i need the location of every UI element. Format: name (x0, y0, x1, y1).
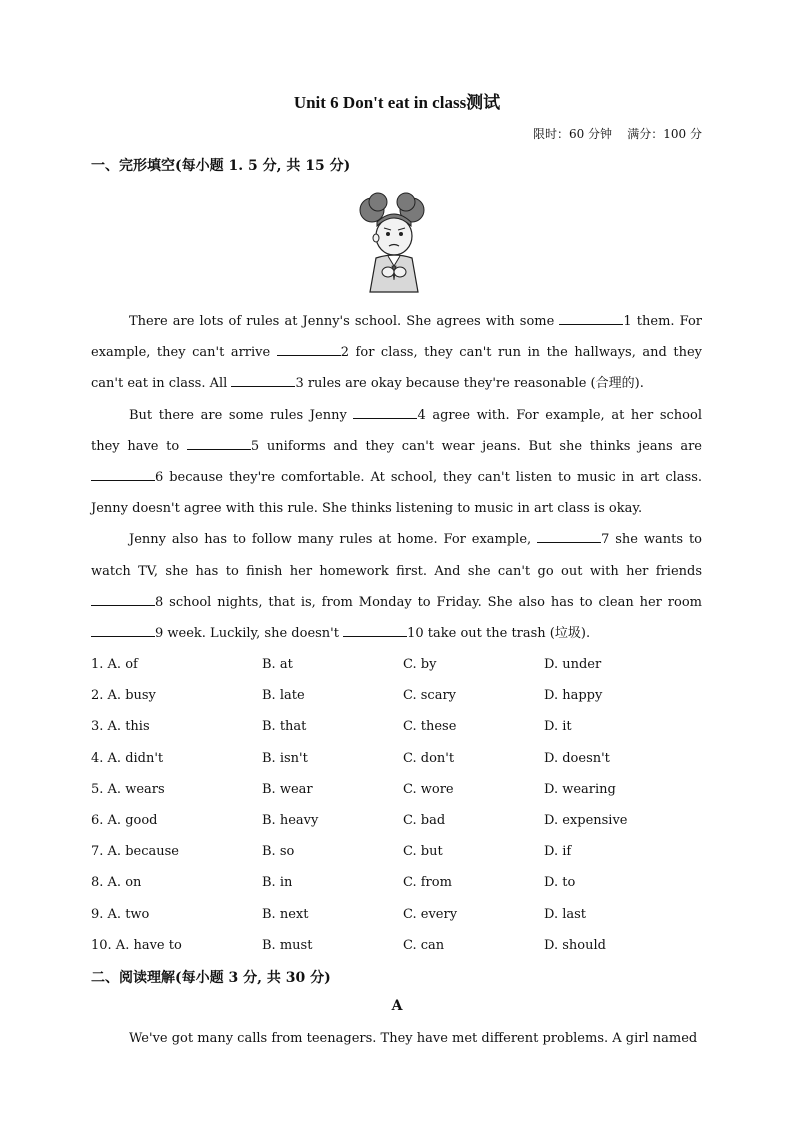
option-row: 1. A. of B. at C. by D. under (91, 657, 602, 672)
blank-8[interactable] (91, 593, 155, 606)
option-row: 2. A. busy B. late C. scary D. happy (91, 688, 603, 704)
blank-10[interactable] (343, 624, 407, 637)
section-cloze-heading: 一、完形填空(每小题 1. 5 分, 共 15 分) (91, 158, 351, 174)
blank-1[interactable] (559, 312, 623, 325)
time-score-info: 限时：60 分钟 满分：100 分 (532, 127, 702, 141)
passage-a-label: A (391, 998, 403, 1014)
blank-5[interactable] (187, 437, 251, 450)
reading-paragraph-1: We've got many calls from teenagers. They have met different problems. A girl named (129, 1031, 698, 1046)
cloze-passage (91, 306, 702, 649)
blank-2[interactable] (277, 343, 341, 356)
option-row: 3. A. this B. that C. these D. it (91, 719, 572, 735)
section-reading-heading: 二、阅读理解(每小题 3 分, 共 30 分) (91, 970, 331, 986)
option-row: 6. A. good B. heavy C. bad D. expensive (91, 812, 628, 828)
option-row: 4. A. didn't B. isn't C. don't D. doesn't (91, 750, 610, 766)
option-row: 10. A. have to B. must C. can D. should (91, 937, 606, 953)
blank-3[interactable] (231, 374, 295, 387)
cloze-paragraph-1: There are lots of rules at Jenny's school. She agrees with some 1 them. For example, they can't arrive 2 for class, they can't run in the hallways, and they can't eat in class. All 3 rules are okay because they're reasonable (合理的). (91, 314, 703, 392)
page-title: Unit 6 Don't eat in class测试 (293, 93, 501, 112)
cloze-options (91, 649, 711, 961)
blank-7[interactable] (537, 530, 601, 543)
cloze-paragraph-3: Jenny also has to follow many rules at home. For example, 7 she wants to watch TV, she has to finish her homework first. And she can't go out with her friends 8 school nights, that is, from Monday to Friday. She also has to clean her room 9 week. Luckily, she doesn't 10 take out the trash (垃圾). (91, 532, 702, 642)
blank-4[interactable] (353, 406, 417, 419)
girl-illustration (358, 188, 426, 294)
reading-passage-a (91, 1023, 702, 1054)
option-row: 7. A. because B. so C. but D. if (91, 844, 572, 860)
option-row: 5. A. wears B. wear C. wore D. wearing (91, 781, 616, 797)
cloze-paragraph-2: But there are some rules Jenny 4 agree with. For example, at her school they have to 5 uniforms and they can't wear jeans. But she thinks jeans are 6 because they're comfortable. At school, they can't listen to music in art class. Jenny doesn't agree with this rule. She thinks listening to music in art class is okay. (91, 407, 702, 517)
blank-6[interactable] (91, 468, 155, 481)
blank-9[interactable] (91, 624, 155, 637)
option-row: 8. A. on B. in C. from D. to (91, 875, 576, 891)
option-row: 9. A. two B. next C. every D. last (91, 906, 587, 922)
